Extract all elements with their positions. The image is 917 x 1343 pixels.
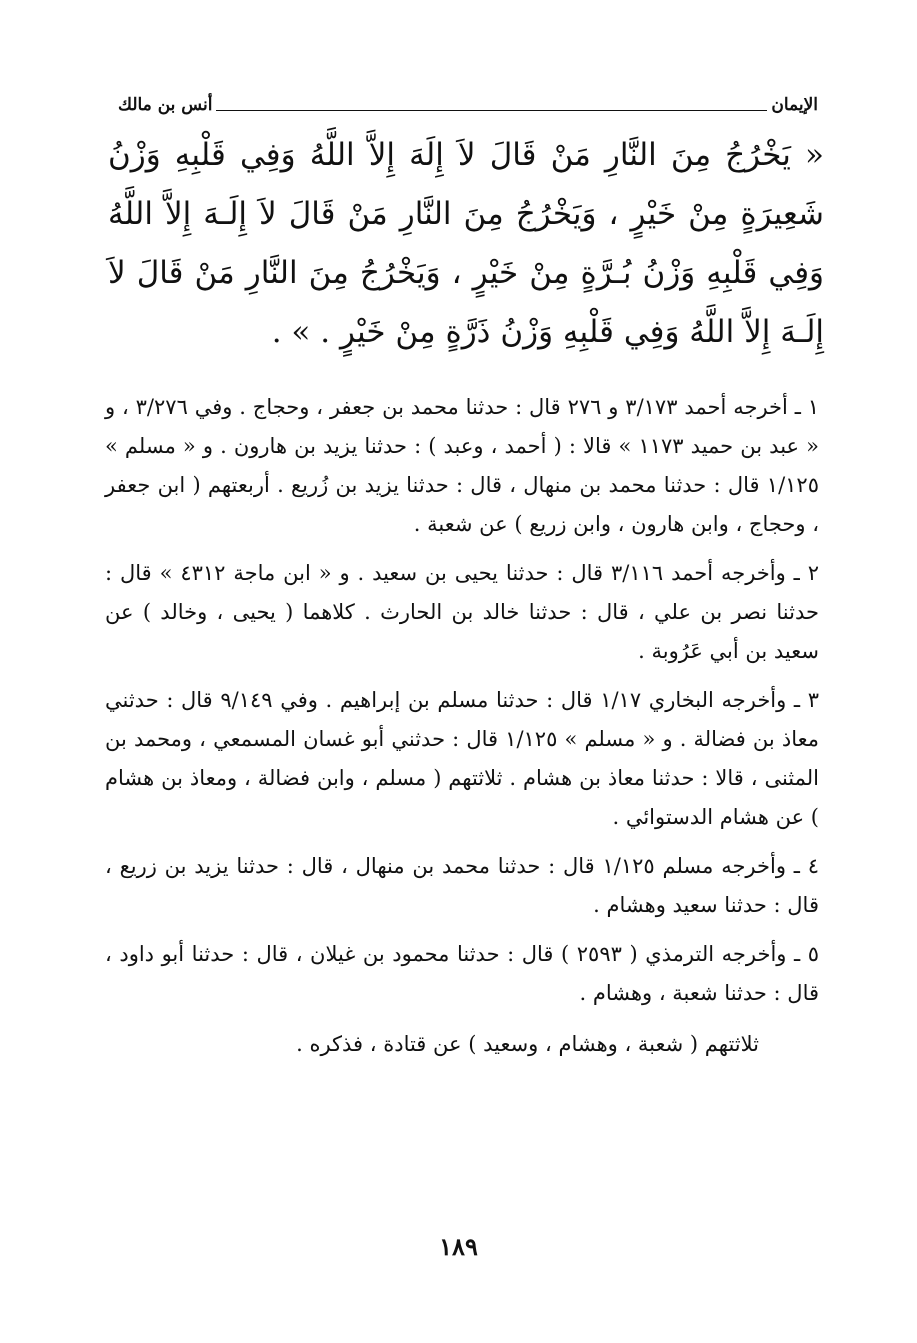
header-rule — [216, 110, 767, 111]
running-header — [118, 88, 818, 114]
footnote-3: ٣ ـ وأخرجه البخاري ١/١٧ قال : حدثنا مسلم بن إبراهيم . وفي ٩/١٤٩ قال : حدثني معاذ بن فضالة . و « مسلم » ١/١٢٥ قال : حدثني أبو غسان المسمعي ، ومحمد بن المثنى ، قالا : حدثنا معاذ بن هشام . ثلاثتهم ( مسلم ، وابن فضالة ، ومعاذ بن هشام ) عن هشام الدستوائي . — [105, 688, 819, 829]
chapter-title: الإيمان — [771, 95, 818, 115]
footnote-1: ١ ـ أخرجه أحمد ٣/١٧٣ و ٢٧٦ قال : حدثنا محمد بن جعفر ، وحجاج . وفي ٣/٢٧٦ ، و « عبد بن حميد ١١٧٣ » قالا : ( أحمد ، وعبد ) : حدثنا يزيد بن هارون . و « مسلم » ١/١٢٥ قال : حدثنا محمد بن منهال ، قال : حدثنا يزيد بن زُريع . أربعتهم ( ابن جعفر ، وحجاج ، وابن هارون ، وابن زريع ) عن شعبة . — [105, 395, 820, 536]
narrator-title: أنس بن مالك — [118, 95, 213, 115]
page-number: ١٨٩ — [439, 1232, 478, 1261]
hadith-text: « يَخْرُجُ مِنَ النَّارِ مَنْ قَالَ لاَ إِلَهَ إِلاَّ اللَّهُ وَفِي قَلْبِهِ وَزْنُ شَعِيرَةٍ مِنْ خَيْرٍ ، وَيَخْرُجُ مِنَ النَّارِ مَنْ قَالَ لاَ إِلَـهَ إِلاَّ اللَّهُ وَفِي قَلْبِهِ وَزْنُ بُـرَّةٍ مِنْ خَيْرٍ ، وَيَخْرُجُ مِنَ النَّارِ مَنْ قَالَ لاَ إِلَـهَ إِلاَّ اللَّهُ وَفِي قَلْبِهِ وَزْنُ ذَرَّةٍ مِنْ خَيْرٍ . » . — [108, 137, 824, 350]
footnote-2: ٢ ـ وأخرجه أحمد ٣/١١٦ قال : حدثنا يحيى بن سعيد . و « ابن ماجة ٤٣١٢ » قال : حدثنا نصر بن علي ، قال : حدثنا خالد بن الحارث . كلاهما ( يحيى ، وخالد ) عن سعيد بن أبي عَرُوبة . — [105, 561, 819, 663]
closing-note: ثلاثتهم ( شعبة ، وهشام ، وسعيد ) عن قتادة ، فذكره . — [296, 1032, 759, 1056]
footnote-4: ٤ ـ وأخرجه مسلم ١/١٢٥ قال : حدثنا محمد بن منهال ، قال : حدثنا يزيد بن زريع ، قال : حدثنا سعيد وهشام . — [105, 854, 819, 917]
footnotes — [105, 388, 819, 1074]
footnote-5: ٥ ـ وأخرجه الترمذي ( ٢٥٩٣ ) قال : حدثنا محمود بن غيلان ، قال : حدثنا أبو داود ، قال : حدثنا شعبة ، وهشام . — [105, 942, 819, 1005]
